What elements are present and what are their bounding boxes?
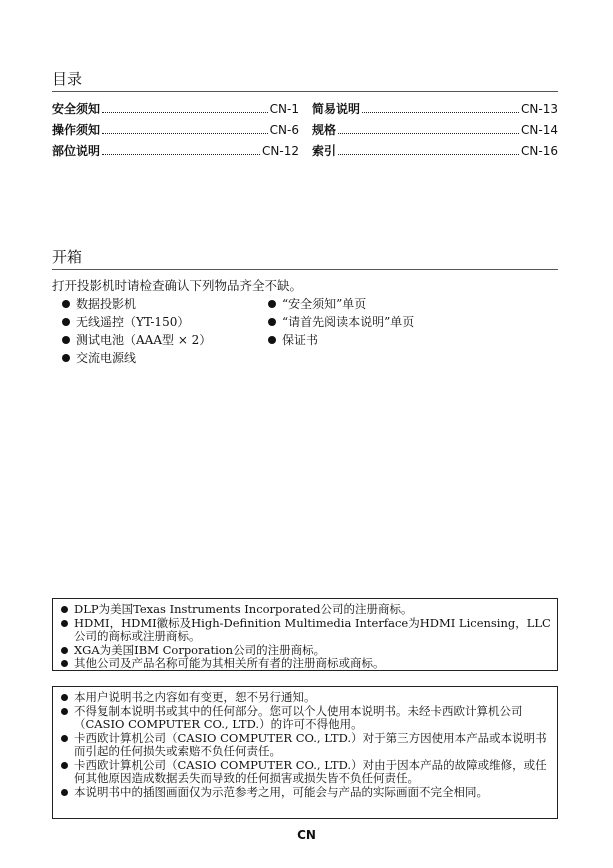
list-item (62, 296, 136, 312)
list-item-text: 无线遥控（YT-150） (76, 315, 190, 329)
toc-entry-label: 索引 (312, 144, 337, 158)
trademark-item (58, 644, 551, 658)
toc-leader (102, 123, 268, 134)
toc-entry[interactable] (52, 142, 299, 158)
bullet-icon (61, 647, 68, 654)
toc-entry-page: CN-6 (269, 123, 299, 137)
toc-entry-page: CN-12 (262, 144, 299, 158)
toc-leader (338, 123, 519, 134)
toc-leader (102, 102, 268, 113)
bullet-icon (268, 318, 276, 326)
unpacking-title: 开箱 (52, 248, 83, 266)
bullet-icon (61, 606, 68, 613)
toc-leader (102, 144, 260, 155)
notices-box (52, 686, 558, 819)
notice-item (58, 705, 551, 732)
trademark-item (58, 617, 551, 644)
bullet-icon (61, 660, 68, 667)
toc-entry-page: CN-16 (521, 144, 558, 158)
list-item-text: “安全须知”单页 (282, 297, 367, 311)
bullet-icon (268, 300, 276, 308)
trademark-item (58, 657, 551, 671)
list-item (268, 314, 414, 330)
bullet-icon (268, 336, 276, 344)
list-item (62, 332, 211, 348)
list-item-text: 交流电源线 (76, 351, 137, 365)
toc-entry[interactable] (52, 100, 299, 116)
list-item (62, 350, 136, 366)
toc-rule (52, 91, 558, 92)
bullet-icon (61, 735, 68, 742)
toc-entry[interactable] (312, 100, 558, 116)
bullet-icon (62, 318, 70, 326)
notice-text: 本说明书中的插图画面仅为示范参考之用，可能会与产品的实际画面不完全相同。 (74, 784, 488, 799)
toc-entry-label: 部位说明 (52, 144, 101, 158)
trademark-text: XGA为美国IBM Corporation公司的注册商标。 (74, 642, 326, 657)
list-item (62, 314, 189, 330)
bullet-icon (61, 762, 68, 769)
toc-entry-page: CN-13 (521, 102, 558, 116)
list-item (268, 332, 318, 348)
bullet-icon (62, 336, 70, 344)
toc-entry-label: 安全须知 (52, 102, 101, 116)
bullet-icon (61, 694, 68, 701)
trademark-text: 其他公司及产品名称可能为其相关所有者的注册商标或商标。 (74, 656, 385, 670)
list-item-text: 测试电池（AAA型 × 2） (76, 333, 212, 347)
toc-entry-page: CN-1 (269, 102, 299, 116)
unpacking-rule (52, 269, 558, 270)
toc-entry-label: 规格 (312, 123, 337, 137)
bullet-icon (61, 789, 68, 796)
list-item-text: “请首先阅读本说明”单页 (282, 315, 415, 329)
notice-item (58, 732, 551, 759)
page-footer: CN (297, 828, 316, 842)
list-item-text: 数据投影机 (76, 297, 137, 311)
toc-entry[interactable] (52, 121, 299, 137)
notice-item (58, 691, 551, 705)
trademark-text: HDMI，HDMI徽标及High-Definition Multimedia Interface为HDMI Licensing，LLC公司的商标或注册商标。 (74, 615, 551, 643)
toc-leader (338, 144, 519, 155)
toc-entry-label: 操作须知 (52, 123, 101, 137)
notice-text: 卡西欧计算机公司（CASIO COMPUTER CO., LTD.）对由于因本产品的故障或维修，或任何其他原因造成数据丢失而导致的任何损害或损失皆不负任何责任。 (74, 757, 547, 785)
notice-item (58, 759, 551, 786)
list-item (268, 296, 366, 312)
toc-leader (362, 102, 519, 113)
bullet-icon (61, 620, 68, 627)
notice-text: 卡西欧计算机公司（CASIO COMPUTER CO., LTD.）对于第三方因使用本产品或本说明书而引起的任何损失或索赔不负任何责任。 (74, 730, 547, 758)
bullet-icon (61, 708, 68, 715)
notice-text: 本用户说明书之内容如有变更，恕不另行通知。 (74, 690, 316, 704)
trademarks-box (52, 598, 558, 671)
notice-item (58, 786, 551, 800)
toc-entry-label: 简易说明 (312, 102, 361, 116)
trademark-text: DLP为美国Texas Instruments Incorporated公司的注册商标。 (74, 602, 413, 616)
toc-entry[interactable] (312, 121, 558, 137)
bullet-icon (62, 354, 70, 362)
list-item-text: 保证书 (282, 333, 319, 347)
unpacking-intro: 打开投影机时请检查确认下列物品齐全不缺。 (52, 278, 303, 293)
toc-entry[interactable] (312, 142, 558, 158)
trademark-item (58, 603, 551, 617)
toc-entry-page: CN-14 (521, 123, 558, 137)
toc-title: 目录 (52, 70, 83, 88)
notice-text: 不得复制本说明书或其中的任何部分。您可以个人使用本说明书。未经卡西欧计算机公司（CASIO COMPUTER CO., LTD.）的许可不得他用。 (74, 703, 523, 731)
bullet-icon (62, 300, 70, 308)
